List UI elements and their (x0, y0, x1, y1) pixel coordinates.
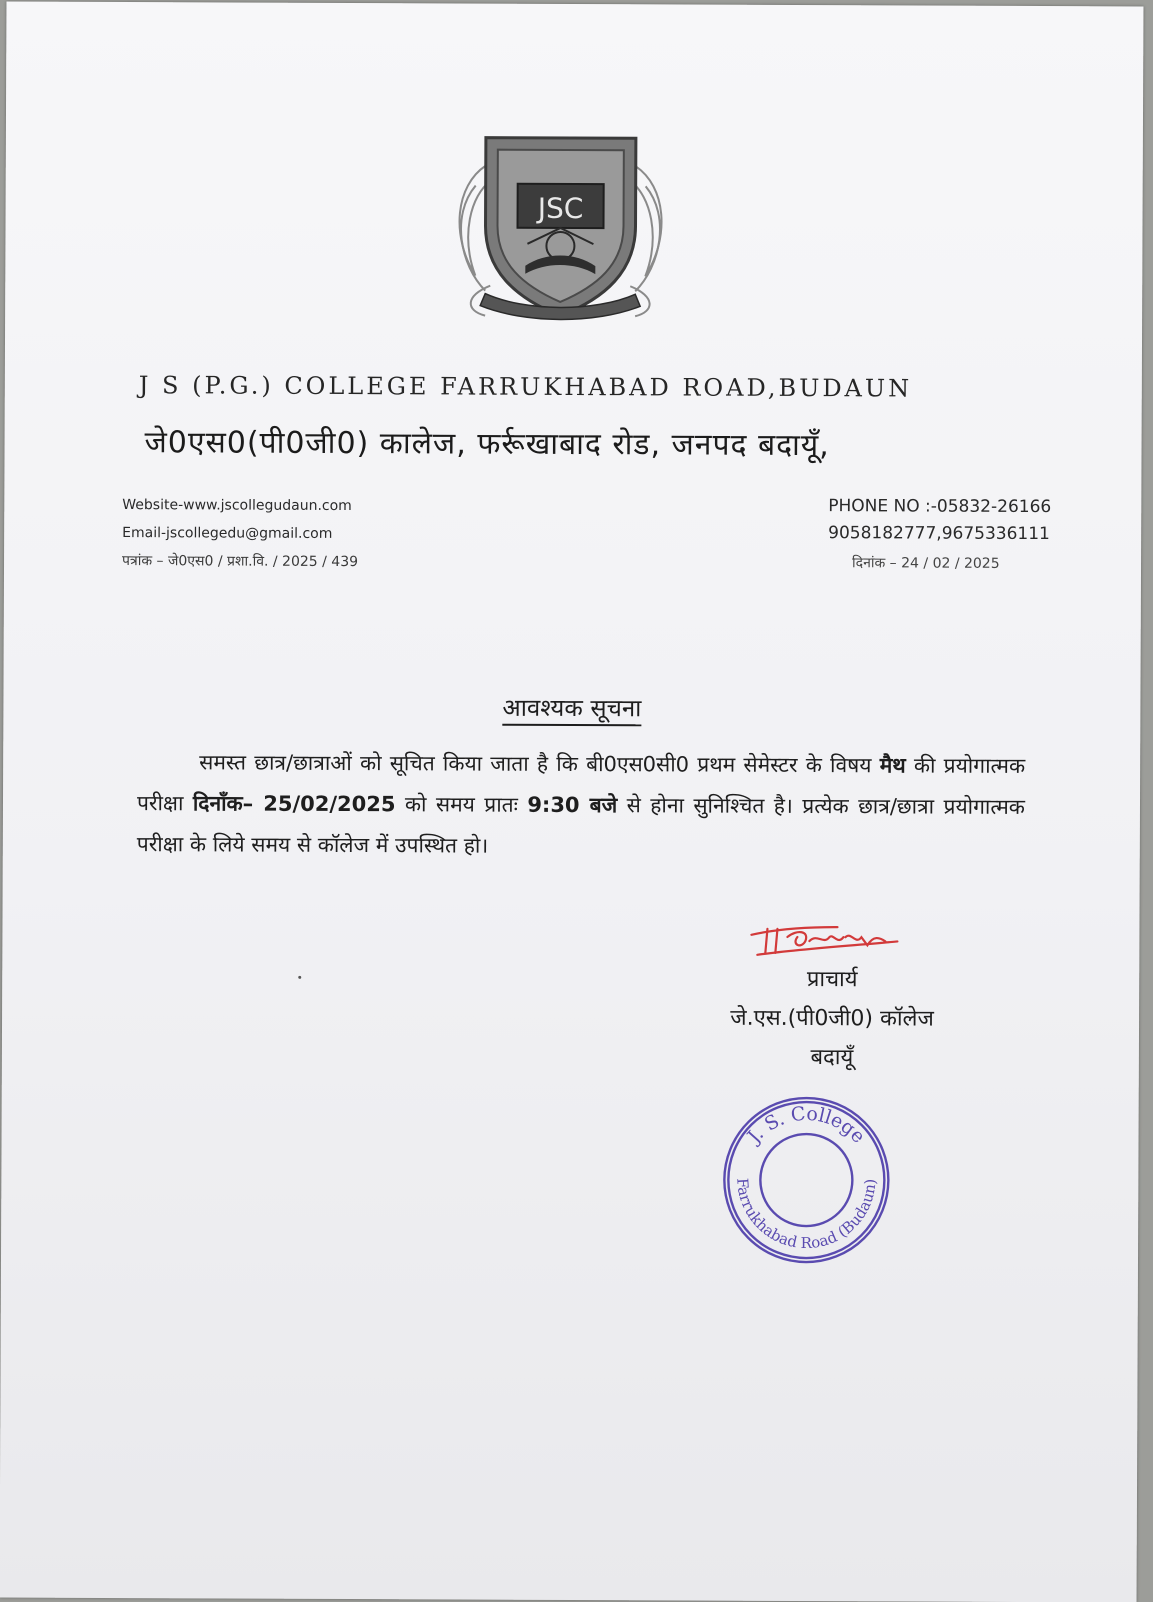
signatory-title: प्राचार्य (806, 967, 858, 993)
body-text-4: से होना सुनिश्चित है। प्रत्येक छात्र/छात्रा प्रयोगात्मक परीक्षा के लिये समय से कॉलेज में उपस्थित हो। (136, 793, 1026, 858)
college-name-hindi: जे0एस0(पी0जी0) कालेज, फर्रूखाबाद रोड, जनपद बदायूँ, (144, 425, 830, 464)
website-text: Website-www.jscollegudaun.com (122, 497, 352, 515)
body-text-2: की प्रयोगात्मक परीक्षा (136, 753, 1026, 816)
svg-text:J. S. College (742, 1102, 870, 1149)
college-name-english: J S (P.G.) COLLEGE FARRUKHABAD ROAD,BUDAUN (138, 371, 913, 403)
college-crest-logo (445, 125, 676, 326)
exam-time: 9:30 बजे (527, 792, 618, 818)
principal-signature (747, 915, 907, 964)
reference-number: पत्रांक – जे0एस0 / प्रशा.वि. / 2025 / 439 (122, 553, 359, 571)
signatory-block (662, 959, 1003, 1077)
email-text: Email-jscollegedu@gmail.com (122, 525, 333, 542)
body-text-3: को समय प्रातः (404, 792, 518, 817)
signatory-place: बदायूँ (810, 1045, 854, 1071)
stamp-top-text: J. S. College (743, 1102, 870, 1148)
mobile-numbers: 9058182777,9675336111 (828, 523, 1050, 545)
svg-text:Farrukhabad Road (Budaun) (733, 1177, 880, 1252)
paper-speck (298, 976, 301, 979)
letter-date: दिनांक – 24 / 02 / 2025 (852, 555, 1000, 572)
signatory-college: जे.एस.(पी0जी0) कॉलेज (730, 1005, 934, 1032)
body-text-1: समस्त छात्र/छात्राओं को सूचित किया जाता है कि बी0एस0सी0 प्रथम सेमेस्टर के विषय (199, 750, 872, 778)
notice-body (137, 742, 1026, 869)
notice-heading: आवश्यक सूचना (502, 693, 642, 723)
phone-number: PHONE NO :-05832-26166 (828, 496, 1052, 518)
stamp-bottom-text: Farrukhabad Road (Budaun) (733, 1177, 880, 1253)
notice-sheet (0, 2, 1143, 1602)
subject-name: मैथ (879, 753, 906, 778)
exam-date: दिनाँक– 25/02/2025 (192, 791, 396, 817)
college-stamp-seal (719, 1093, 894, 1268)
crest-text: JSC (537, 191, 584, 226)
